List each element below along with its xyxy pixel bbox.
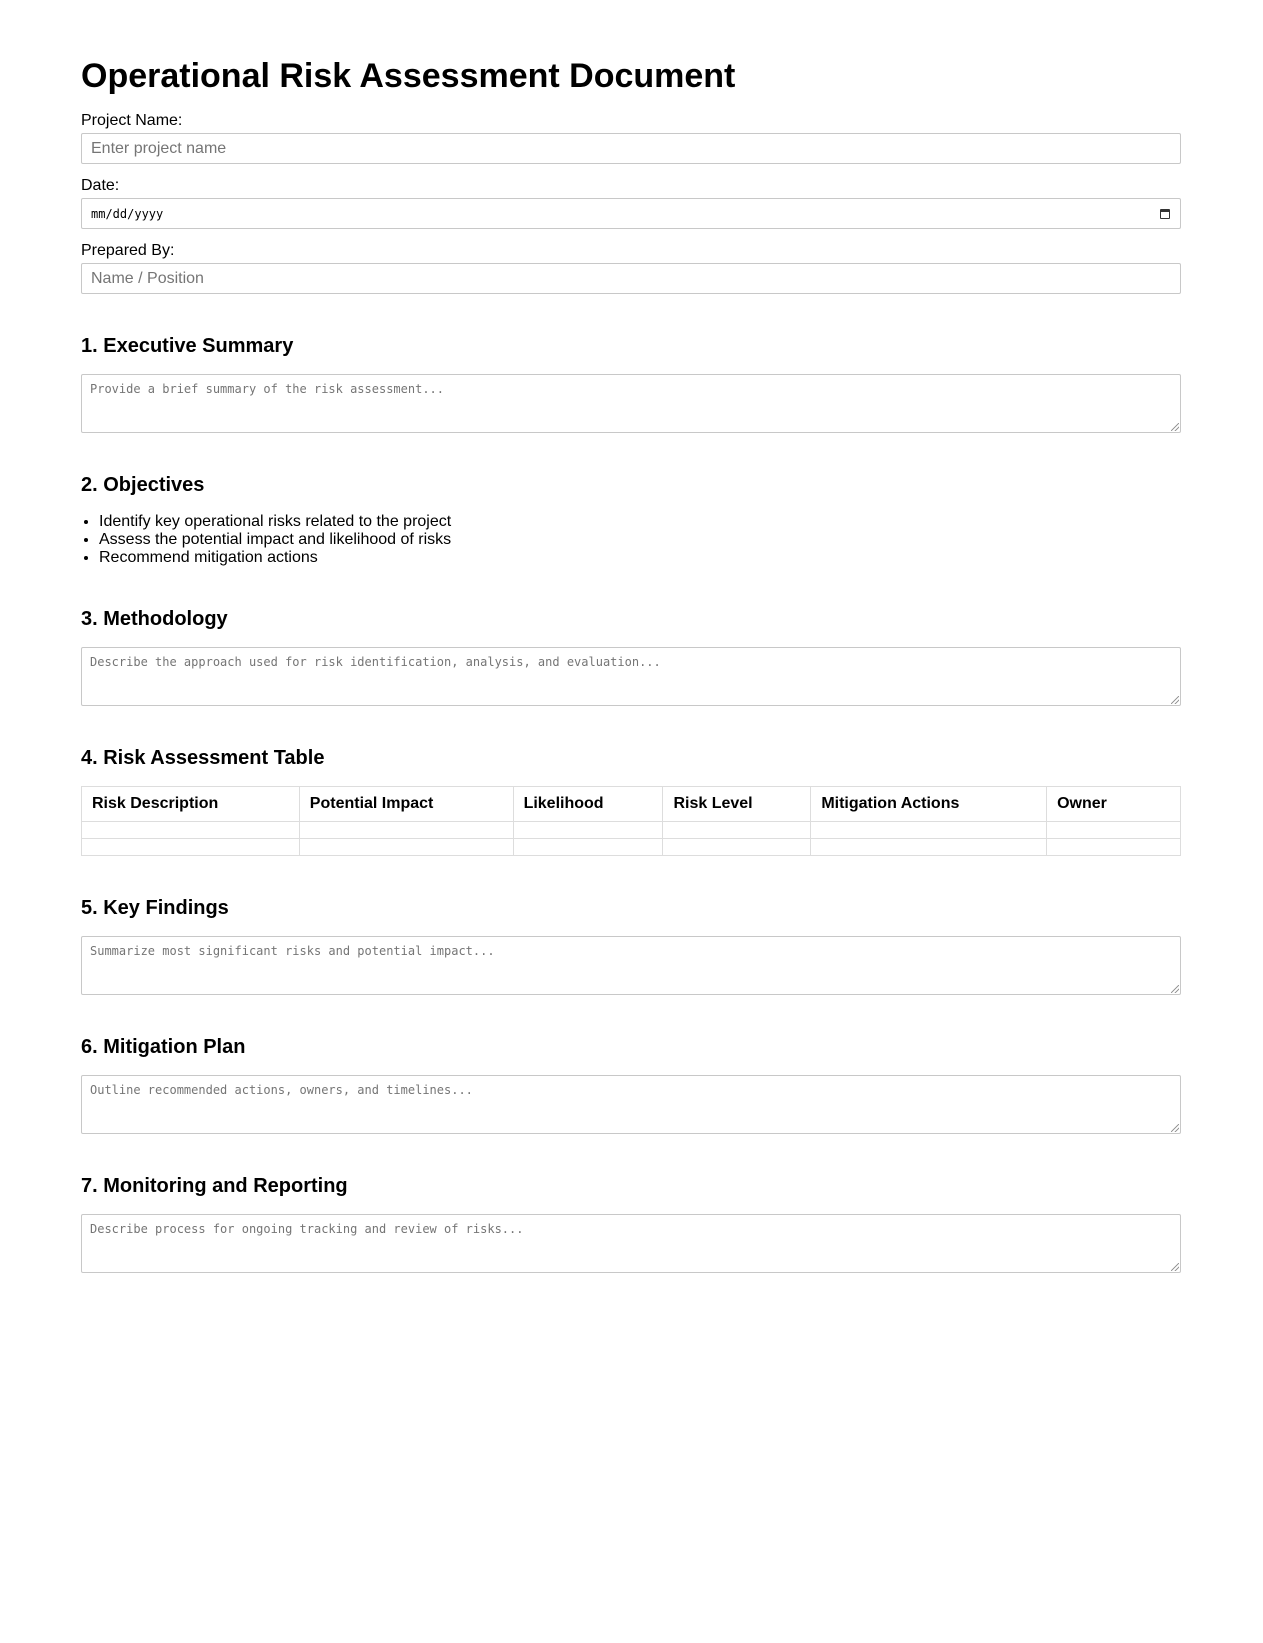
objectives-section xyxy=(81,473,1181,567)
key-findings-placeholder: Summarize most significant risks and potential impact... xyxy=(90,944,495,958)
table-cell[interactable] xyxy=(299,839,513,856)
resize-handle-icon[interactable] xyxy=(1171,423,1179,431)
table-header-row xyxy=(82,787,1181,822)
executive-summary-textarea[interactable] xyxy=(81,374,1181,433)
table-row xyxy=(82,822,1181,839)
table-cell[interactable] xyxy=(82,822,300,839)
document-page xyxy=(81,0,1181,1273)
executive-summary-heading: 1. Executive Summary xyxy=(81,335,294,357)
resize-handle-icon[interactable] xyxy=(1171,1263,1179,1271)
table-cell[interactable] xyxy=(82,839,300,856)
risk-table-section xyxy=(81,746,1181,856)
resize-handle-icon[interactable] xyxy=(1171,985,1179,993)
mitigation-plan-textarea[interactable] xyxy=(81,1075,1181,1134)
methodology-section xyxy=(81,607,1181,706)
resize-handle-icon[interactable] xyxy=(1171,696,1179,704)
table-cell[interactable] xyxy=(1047,822,1181,839)
key-findings-heading: 5. Key Findings xyxy=(81,897,229,919)
column-header-mitigation-actions: Mitigation Actions xyxy=(811,787,1047,822)
methodology-textarea[interactable] xyxy=(81,647,1181,706)
monitoring-heading: 7. Monitoring and Reporting xyxy=(81,1175,348,1197)
monitoring-placeholder: Describe process for ongoing tracking and review of risks... xyxy=(90,1222,524,1236)
project-name-label: Project Name: xyxy=(81,112,183,129)
table-cell[interactable] xyxy=(513,839,663,856)
executive-summary-section xyxy=(81,334,1181,433)
objective-item: • Assess the potential impact and likelihood of risks xyxy=(99,531,1181,549)
mitigation-plan-heading: 6. Mitigation Plan xyxy=(81,1036,246,1058)
methodology-heading: 3. Methodology xyxy=(81,608,228,630)
risk-assessment-table xyxy=(81,786,1181,856)
page-title: Operational Risk Assessment Document xyxy=(81,57,736,95)
methodology-placeholder: Describe the approach used for risk identification, analysis, and evaluation... xyxy=(90,655,661,669)
table-cell[interactable] xyxy=(513,822,663,839)
date-label: Date: xyxy=(81,177,120,194)
date-input[interactable] xyxy=(81,198,1181,229)
project-name-input[interactable] xyxy=(81,133,1181,164)
table-cell[interactable] xyxy=(1047,839,1181,856)
column-header-likelihood: Likelihood xyxy=(513,787,663,822)
monitoring-textarea[interactable] xyxy=(81,1214,1181,1273)
prepared-by-placeholder: Name / Position xyxy=(91,269,204,287)
project-name-placeholder: Enter project name xyxy=(91,139,227,157)
prepared-by-input[interactable] xyxy=(81,263,1181,294)
mitigation-plan-section xyxy=(81,1035,1181,1134)
table-cell[interactable] xyxy=(299,822,513,839)
executive-summary-placeholder: Provide a brief summary of the risk assessment... xyxy=(90,382,445,396)
column-header-risk-description: Risk Description xyxy=(82,787,300,822)
key-findings-section xyxy=(81,896,1181,995)
monitoring-section xyxy=(81,1174,1181,1273)
calendar-icon[interactable] xyxy=(1160,209,1170,219)
column-header-potential-impact: Potential Impact xyxy=(299,787,513,822)
objectives-heading: 2. Objectives xyxy=(81,474,205,496)
column-header-owner: Owner xyxy=(1047,787,1181,822)
table-row xyxy=(82,839,1181,856)
table-cell[interactable] xyxy=(663,839,811,856)
table-cell[interactable] xyxy=(811,839,1047,856)
key-findings-textarea[interactable] xyxy=(81,936,1181,995)
resize-handle-icon[interactable] xyxy=(1171,1124,1179,1132)
prepared-by-label: Prepared By: xyxy=(81,242,175,259)
objectives-list xyxy=(81,513,1181,567)
date-placeholder: mm/dd/yyyy xyxy=(91,206,164,221)
objective-item: • Identify key operational risks related to the project xyxy=(99,513,1181,531)
table-cell[interactable] xyxy=(811,822,1047,839)
column-header-risk-level: Risk Level xyxy=(663,787,811,822)
table-cell[interactable] xyxy=(663,822,811,839)
mitigation-plan-placeholder: Outline recommended actions, owners, and timelines... xyxy=(90,1083,473,1097)
risk-table-heading: 4. Risk Assessment Table xyxy=(81,747,325,769)
objective-item: • Recommend mitigation actions xyxy=(99,549,1181,567)
